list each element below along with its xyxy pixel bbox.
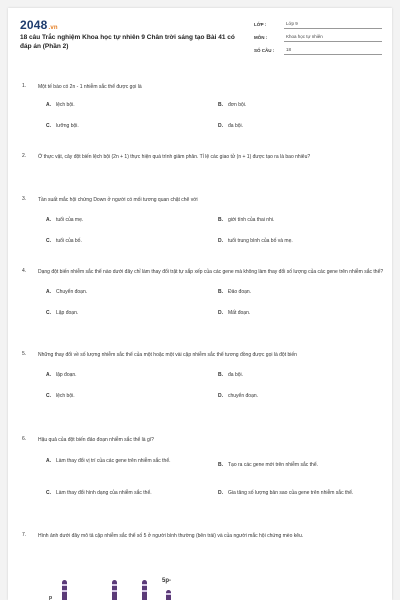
question-text: Tần suất mắc hội chứng Down ở người có mối tương quan chặt chẽ với [38,197,198,203]
option-text: Làm thay đổi hình dạng của nhiễm sắc thể. [56,490,152,496]
option-letter: D. [218,238,223,244]
chromosome-normal-1 [62,580,67,600]
option-letter: C. [46,393,51,399]
chromosome-band [62,584,67,586]
options [38,444,384,514]
options [38,276,384,316]
option-letter: A. [46,289,51,295]
option-text: chuyển đoạn. [228,393,259,399]
option-text: lệch bội. [56,102,75,108]
option-text: Tạo ra các gene mới trên nhiễm sắc thể. [228,462,318,468]
option-text: tuổi trung bình của bố và mẹ. [228,238,293,244]
option-letter: C. [46,490,51,496]
option-b[interactable] [218,371,243,379]
option-a[interactable] [46,216,83,224]
question-text: Những thay đổi về số lượng nhiễm sắc thể của một hoặc một vài cặp nhiễm sắc thể tương đồng được gọi là đột biến [38,352,297,358]
question-7 [22,532,384,540]
question-text: Ở thực vật, cây đột biến lệch bội (2n + 1) thực hiện quá trình giảm phân. Tỉ lệ các giao tử (n + 1) được tạo ra là bao nhiêu? [38,154,311,160]
question-number: 1. [22,83,27,89]
question-number: 2. [22,153,27,159]
option-text: đa bội. [228,123,244,129]
site-logo[interactable] [20,18,58,32]
document-page [8,8,392,600]
question-number: 4. [22,268,27,274]
option-text: lặp đoạn. [56,372,77,378]
meta-value: Khoa học tự nhiên [284,34,382,42]
option-letter: D. [218,310,223,316]
meta-row-class [254,17,382,29]
meta-label: SỐ CÂU : [254,48,275,53]
meta-label: LỚP : [254,22,267,27]
question-number: 6. [22,436,27,442]
option-text: đơn bội. [228,102,247,108]
chromosome-band [142,590,147,592]
option-text: đa bội. [228,372,244,378]
option-d[interactable] [218,309,250,317]
option-a[interactable] [46,101,75,109]
option-letter: C. [46,123,51,129]
option-a[interactable] [46,371,77,379]
option-c[interactable] [46,237,82,245]
chromosome-band [166,593,171,595]
document-header [8,8,392,70]
option-b[interactable] [218,101,246,109]
chromosome-band [142,584,147,586]
question-1 [22,83,384,131]
question-6 [22,436,384,514]
option-c[interactable] [46,489,191,497]
option-letter: B. [218,462,223,468]
meta-info [254,17,382,56]
option-text: tuổi của bố. [56,238,82,244]
option-a[interactable] [46,457,191,465]
option-text: lệch bội. [56,393,75,399]
logo-text: 2048 [20,18,48,32]
option-text: giới tính của thai nhi. [228,217,275,223]
option-letter: D. [218,393,223,399]
option-text: lưỡng bội. [56,123,79,129]
chromosome-affected-2 [166,590,171,600]
question-text: Hình ảnh dưới đây mô tả cặp nhiễm sắc thể số 5 ở người bình thường (bên trái) và của người mắc hội chứng mèo kêu. [38,533,304,539]
question-number: 3. [22,196,27,202]
options [38,359,384,399]
option-text: Mất đoạn. [228,310,251,316]
label-5p-minus: 5p- [162,578,171,584]
meta-row-count [254,43,382,55]
question-4 [22,268,384,316]
arm-label-p: p [49,595,53,600]
option-letter: A. [46,458,51,464]
option-letter: A. [46,372,51,378]
question-number: 7. [22,532,27,538]
chromosome-band [62,590,67,592]
chromosome-band [112,584,117,586]
meta-row-subject [254,30,382,42]
option-letter: A. [46,102,51,108]
option-letter: B. [218,217,223,223]
question-5 [22,351,384,399]
option-text: Chuyển đoạn. [56,289,88,295]
question-text: Một tế bào có 2n - 1 nhiễm sắc thể được gọi là [38,84,142,90]
logo-tld: .vn [48,25,58,31]
options [38,91,384,131]
option-b[interactable] [218,216,274,224]
question-3 [22,196,384,244]
option-letter: B. [218,372,223,378]
question-2 [22,153,384,161]
option-d[interactable] [218,489,363,497]
option-a[interactable] [46,288,87,296]
option-text: Lặp đoạn. [56,310,79,316]
document-title: 18 câu Trắc nghiệm Khoa học tự nhiên 9 Chân trời sáng tạo Bài 41 có đáp án (Phần 2) [20,34,235,50]
option-letter: B. [218,102,223,108]
meta-label: MÔN : [254,35,268,40]
option-d[interactable] [218,122,243,130]
option-b[interactable] [218,288,251,296]
option-c[interactable] [46,392,75,400]
option-letter: D. [218,490,223,496]
option-c[interactable] [46,309,78,317]
chromosome-normal-2 [112,580,117,600]
option-c[interactable] [46,122,79,130]
question-text: Dạng đột biến nhiễm sắc thể nào dưới đây chỉ làm thay đổi trật tự sắp xếp của các gene mà không làm thay đổi số lượng của các gene trên nhiễm sắc thể? [38,269,384,275]
option-text: Gia tăng số lượng bản sao của gene trên nhiễm sắc thể. [228,490,354,496]
option-text: tuổi của mẹ. [56,217,84,223]
option-d[interactable] [218,392,258,400]
option-letter: C. [46,238,51,244]
meta-value: 18 [284,47,382,55]
option-letter: B. [218,289,223,295]
option-b[interactable] [218,461,392,469]
chromosome-band [112,590,117,592]
option-letter: D. [218,123,223,129]
meta-value: Lớp 9 [284,21,382,29]
chromosome-figure [22,578,384,600]
option-d[interactable] [218,237,293,245]
option-text: Đảo đoạn. [228,289,252,295]
option-letter: A. [46,217,51,223]
option-letter: C. [46,310,51,316]
question-text: Hậu quả của đột biến đảo đoạn nhiễm sắc thể là gì? [38,437,154,443]
option-text: Làm thay đổi vị trí của các gene trên nhiễm sắc thể. [56,458,171,464]
question-number: 5. [22,351,27,357]
chromosome-affected-1 [142,580,147,600]
options [38,204,384,244]
